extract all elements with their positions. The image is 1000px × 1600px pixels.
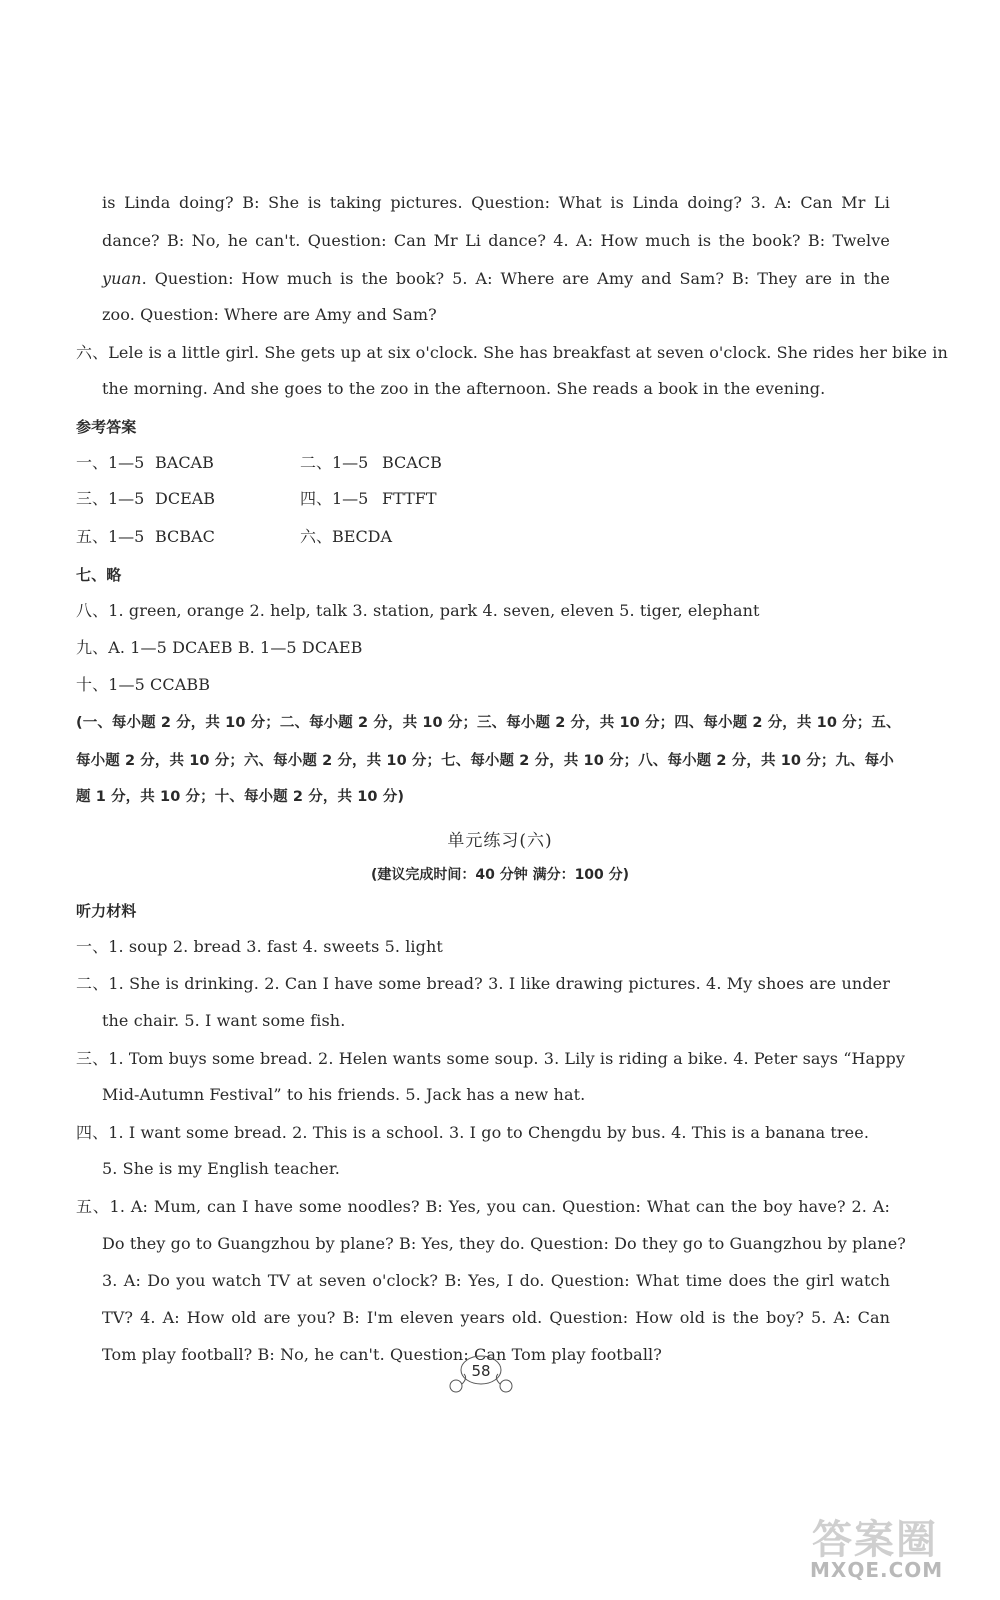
watermark-logo: 答案圈 <box>812 1517 938 1563</box>
answer-label: 一、1—5 <box>76 453 145 472</box>
text-line: 四、1. I want some bread. 2. This is a school. 3. I go to Chengdu by bus. 4. This is a banana tree. <box>76 1123 870 1142</box>
text-line: 二、1. She is drinking. 2. Can I have some bread? 3. I like drawing pictures. 4. My shoes are under <box>76 974 890 993</box>
text-line: 一、1. soup 2. bread 3. fast 4. sweets 5. light <box>76 937 443 956</box>
answer-item: 八、1. green, orange 2. help, talk 3. station, park 4. seven, eleven 5. tiger, elephant <box>76 601 760 620</box>
watermark-url: MXQE.COM <box>810 1558 944 1582</box>
text-line: 5. She is my English teacher. <box>102 1159 340 1178</box>
text-line: Mid-Autumn Festival” to his friends. 5. Jack has a new hat. <box>102 1085 586 1104</box>
text-line-rest: . Question: How much is the book? 5. A: Where are Amy and Sam? B: They are in the <box>141 269 890 288</box>
page-number-text: 58 <box>471 1362 491 1380</box>
answer-item: 六、BECDA <box>300 527 393 546</box>
answer-item: 十、1—5 CCABB <box>76 675 211 694</box>
answer-value: BCACB <box>382 453 442 472</box>
text-line: 三、1. Tom buys some bread. 2. Helen wants some soup. 3. Lily is riding a bike. 4. Peter says “Happy <box>76 1049 905 1068</box>
listening-heading: 听力材料 <box>76 902 137 920</box>
score-note: (一、每小题 2 分，共 10 分；二、每小题 2 分，共 10 分；三、每小题 2 分，共 10 分；四、每小题 2 分，共 10 分；五、 <box>76 715 901 731</box>
text-line: dance? B: No, he can't. Question: Can Mr Li dance? 4. A: How much is the book? B: Twelve <box>102 231 890 250</box>
answers-heading: 参考答案 <box>76 418 137 436</box>
score-note: 每小题 2 分，共 10 分；六、每小题 2 分，共 10 分；七、每小题 2 分，共 10 分；八、每小题 2 分，共 10 分；九、每小 <box>76 753 894 769</box>
text-line: TV? 4. A: How old are you? B: I'm eleven years old. Question: How old is the boy? 5. A: Can <box>102 1308 890 1327</box>
answer-value: FTTFT <box>382 489 437 508</box>
unit-subtitle: (建议完成时间：40 分钟 满分：100 分) <box>370 867 630 883</box>
unit-title: 单元练习(六) <box>447 831 553 851</box>
text-line: the chair. 5. I want some fish. <box>102 1011 346 1030</box>
page-number <box>446 1348 516 1398</box>
italic-word: yuan <box>102 269 142 288</box>
text-line: 五、1. A: Mum, can I have some noodles? B: Yes, you can. Question: What can the boy have? 2. A: <box>76 1197 890 1216</box>
text-line: is Linda doing? B: She is taking pictures. Question: What is Linda doing? 3. A: Can Mr Li <box>102 193 890 212</box>
answer-label: 三、1—5 <box>76 489 145 508</box>
answer-value: BCBAC <box>155 527 215 546</box>
answer-value: DCEAB <box>155 489 216 508</box>
text-line: zoo. Question: Where are Amy and Sam? <box>102 305 437 324</box>
answer-label: 四、1—5 <box>300 489 369 508</box>
text-line: the morning. And she goes to the zoo in the afternoon. She reads a book in the evening. <box>102 379 826 398</box>
answer-label: 五、1—5 <box>76 527 145 546</box>
answer-item: 七、略 <box>76 566 122 584</box>
text-line: 3. A: Do you watch TV at seven o'clock? B: Yes, I do. Question: What time does the girl watch <box>102 1271 890 1290</box>
answer-value: BACAB <box>155 453 214 472</box>
score-note: 题 1 分，共 10 分；十、每小题 2 分，共 10 分) <box>76 789 405 805</box>
text-line: Do they go to Guangzhou by plane? B: Yes, they do. Question: Do they go to Guangzhou by plane? <box>102 1234 906 1253</box>
text-line: Tom play football? B: No, he can't. Question: Can Tom play football? <box>102 1345 662 1364</box>
text-line: 六、Lele is a little girl. She gets up at six o'clock. She has breakfast at seven o'clock. She rides her bike in <box>76 343 948 362</box>
text-line <box>102 268 890 290</box>
answer-item: 九、A. 1—5 DCAEB B. 1—5 DCAEB <box>76 638 363 657</box>
answer-label: 二、1—5 <box>300 453 369 472</box>
watermark <box>800 1500 990 1590</box>
